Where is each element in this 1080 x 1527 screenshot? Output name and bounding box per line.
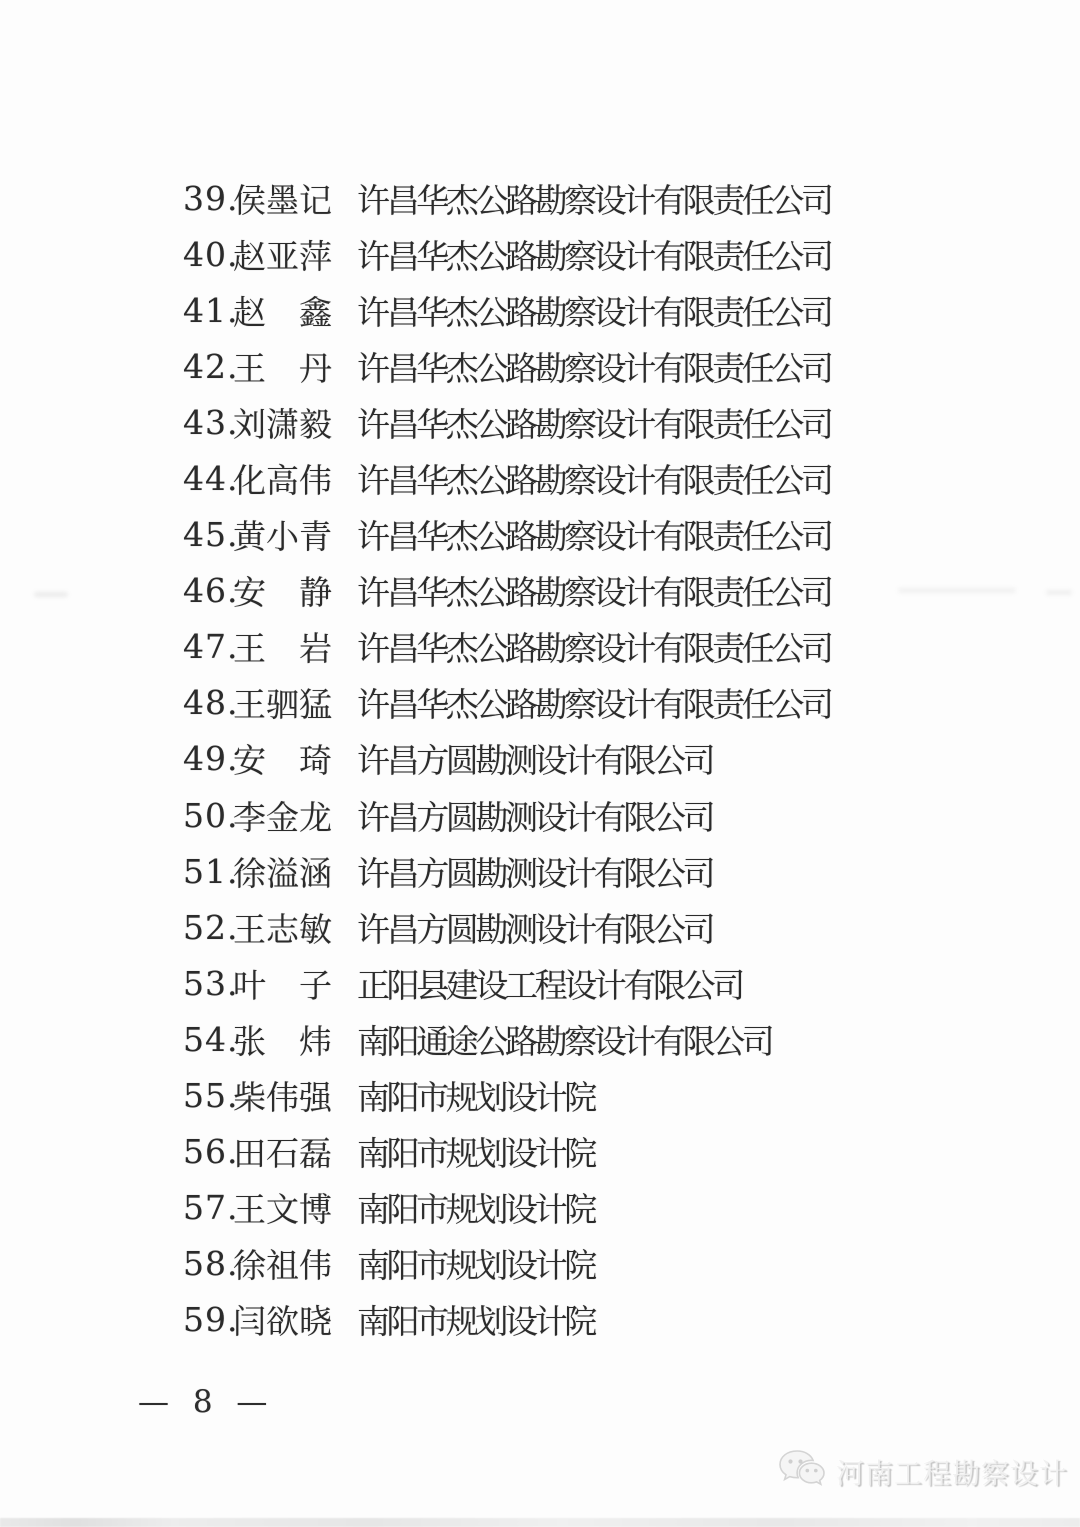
entry-company: 许昌华杰公路勘察设计有限责任公司 — [357, 629, 831, 669]
entry-company: 许昌华杰公路勘察设计有限责任公司 — [357, 348, 831, 388]
entry-company: 许昌方圆勘测设计有限公司 — [357, 741, 713, 781]
page-number: — 8 — — [138, 1384, 275, 1420]
entry-company: 南阳市规划设计院 — [357, 1078, 594, 1118]
list-item — [0, 1011, 1080, 1067]
list-item — [0, 955, 1080, 1011]
list-item — [0, 1292, 1080, 1348]
entry-number: 48. — [183, 683, 239, 723]
list-item — [0, 1124, 1080, 1180]
list-item — [0, 338, 1080, 394]
entry-number: 40. — [183, 234, 239, 274]
entry-name: 王驷猛 — [233, 685, 332, 725]
list-item — [0, 731, 1080, 787]
entry-name: 安 琦 — [233, 741, 332, 781]
entry-number: 52. — [183, 907, 239, 947]
entry-number: 59. — [183, 1300, 239, 1340]
entry-company: 许昌方圆勘测设计有限公司 — [357, 909, 713, 949]
list-item — [0, 675, 1080, 731]
scan-artifact — [898, 588, 1016, 593]
list-item — [0, 619, 1080, 675]
bottom-shadow-bar — [0, 1518, 1080, 1527]
footer-watermark — [776, 1447, 1068, 1497]
entry-name: 闫欲晓 — [233, 1302, 332, 1342]
entry-name: 徐祖伟 — [233, 1246, 332, 1286]
entry-name: 叶 子 — [233, 965, 332, 1005]
list-item — [0, 450, 1080, 506]
entry-company: 许昌方圆勘测设计有限公司 — [357, 797, 713, 837]
entry-number: 43. — [183, 402, 239, 442]
entry-company: 许昌华杰公路勘察设计有限责任公司 — [357, 517, 831, 557]
list-item — [0, 843, 1080, 899]
entry-name: 化高伟 — [233, 461, 332, 501]
entry-company: 许昌华杰公路勘察设计有限责任公司 — [357, 180, 831, 220]
list-item — [0, 282, 1080, 338]
entry-name: 张 炜 — [233, 1021, 332, 1061]
entry-number: 57. — [183, 1188, 239, 1228]
entry-number: 56. — [183, 1132, 239, 1172]
list-item — [0, 394, 1080, 450]
roster-list — [0, 170, 1080, 1348]
scan-artifact — [34, 592, 68, 597]
entry-name: 安 静 — [233, 573, 332, 613]
entry-name: 王 丹 — [233, 348, 332, 388]
list-item — [0, 226, 1080, 282]
entry-company: 南阳市规划设计院 — [357, 1190, 594, 1230]
entry-number: 50. — [183, 795, 239, 835]
entry-company: 南阳市规划设计院 — [357, 1134, 594, 1174]
entry-name: 田石磊 — [233, 1134, 332, 1174]
entry-number: 47. — [183, 627, 239, 667]
entry-company: 许昌方圆勘测设计有限公司 — [357, 853, 713, 893]
entry-number: 53. — [183, 963, 239, 1003]
entry-name: 柴伟强 — [233, 1078, 332, 1118]
entry-number: 55. — [183, 1076, 239, 1116]
entry-number: 58. — [183, 1244, 239, 1284]
entry-company: 南阳市规划设计院 — [357, 1302, 594, 1342]
list-item — [0, 170, 1080, 226]
entry-company: 许昌华杰公路勘察设计有限责任公司 — [357, 461, 831, 501]
entry-name: 刘潇毅 — [233, 404, 332, 444]
entry-name: 赵 鑫 — [233, 292, 332, 332]
entry-company: 南阳通途公路勘察设计有限公司 — [357, 1021, 772, 1061]
entry-company: 许昌华杰公路勘察设计有限责任公司 — [357, 236, 831, 276]
list-item — [0, 1236, 1080, 1292]
entry-number: 42. — [183, 346, 239, 386]
entry-name: 李金龙 — [233, 797, 332, 837]
entry-company: 许昌华杰公路勘察设计有限责任公司 — [357, 404, 831, 444]
entry-company: 许昌华杰公路勘察设计有限责任公司 — [357, 292, 831, 332]
entry-number: 51. — [183, 851, 239, 891]
entry-number: 54. — [183, 1019, 239, 1059]
entry-name: 侯墨记 — [233, 180, 332, 220]
list-item — [0, 1068, 1080, 1124]
footer-brand-text: 河南工程勘察设计 — [836, 1457, 1069, 1490]
entry-name: 王志敏 — [233, 909, 332, 949]
entry-name: 黄小青 — [233, 517, 332, 557]
entry-company: 许昌华杰公路勘察设计有限责任公司 — [357, 685, 831, 725]
entry-company: 许昌华杰公路勘察设计有限责任公司 — [357, 573, 831, 613]
entry-number: 49. — [183, 739, 239, 779]
entry-number: 44. — [183, 459, 239, 499]
list-item — [0, 507, 1080, 563]
entry-company: 正阳县建设工程设计有限公司 — [357, 965, 742, 1005]
entry-number: 41. — [183, 290, 239, 330]
entry-number: 39. — [183, 178, 239, 218]
scan-artifact — [1046, 590, 1072, 595]
entry-name: 王 岩 — [233, 629, 332, 669]
entry-company: 南阳市规划设计院 — [357, 1246, 594, 1286]
list-item — [0, 899, 1080, 955]
entry-name: 徐溢涵 — [233, 853, 332, 893]
entry-name: 赵亚萍 — [233, 236, 332, 276]
entry-name: 王文博 — [233, 1190, 332, 1230]
list-item — [0, 1180, 1080, 1236]
entry-number: 45. — [183, 515, 239, 555]
entry-number: 46. — [183, 571, 239, 611]
list-item — [0, 787, 1080, 843]
wechat-icon — [776, 1447, 828, 1497]
